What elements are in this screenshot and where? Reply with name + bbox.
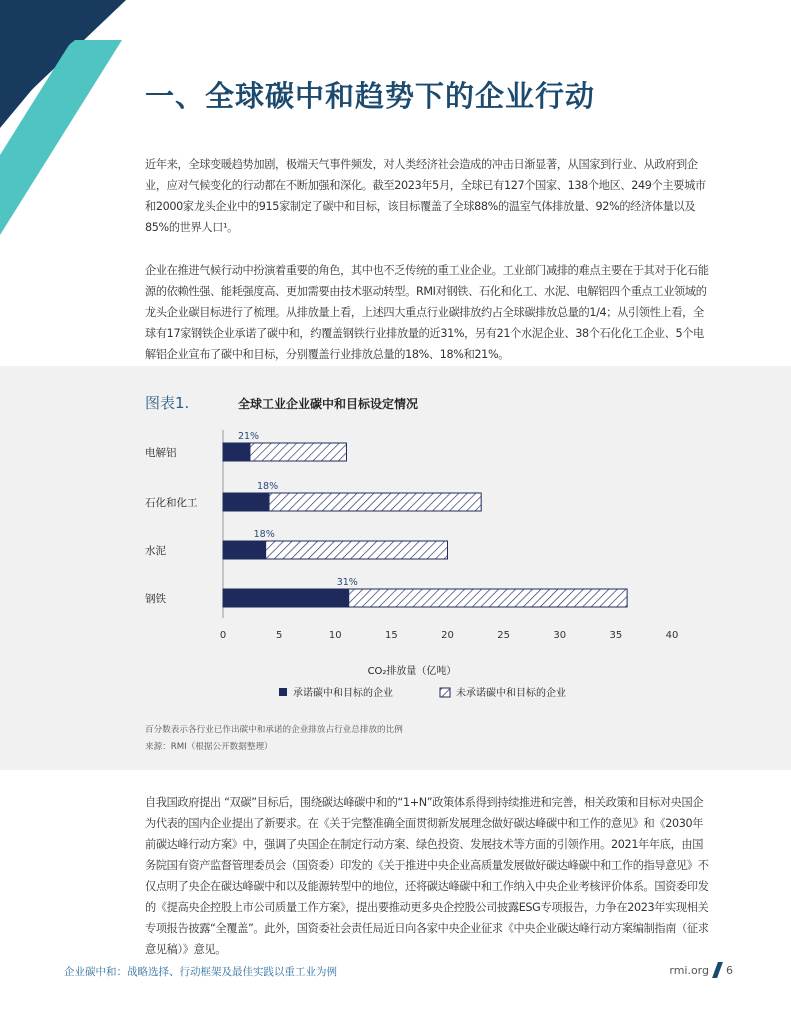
page-number: 6: [726, 963, 733, 977]
data-label: 31%: [336, 577, 358, 588]
data-label: 18%: [257, 481, 279, 492]
teal-band: [0, 0, 140, 240]
industry-paragraph: 企业在推进气候行动中扮演着重要的角色，其中也不乏传统的重工业企业。工业部门减排的难点主要在于其对于化石能源的依赖性强、能耗强度高、更加需要由技术驱动转型。RMI对钢铁、石化和化工、水泥、电解铝四个重点工业领域的龙头企业碳目标进行了梳理。从排放量上看，上述四大重点行业碳排放约占全球碳排放总量的1/4；从引领性上看，全球有17家钢铁企业承诺了碳中和，约覆盖钢铁行业排放量的近31%，另有21个水泥企业、38个石化化工企业、5个电解铝企业宣布了碳中和目标，分别覆盖行业排放总量的18%、18%和21%。: [145, 264, 709, 361]
bar-committed: [223, 589, 349, 607]
footer-right: [669, 962, 733, 978]
bar-uncommitted: [250, 443, 347, 461]
policy-paragraph: 自我国政府提出 “双碳”目标后，围绕碳达峰碳中和的“1+N”政策体系得到持续推进和完善，相关政策和目标对央国企为代表的国内企业提出了新要求。在《关于完整准确全面贯彻新发展理念做好碳达峰碳中和工作的意见》和《2030年前碳达峰行动方案》中，强调了央国企在制定行动方案、绿色投资、发展技术等方面的引领作用。2021年年底，由国务院国有资产监督管理委员会（国资委）印发的《关于推进中央企业高质量发展做好碳达峰碳中和工作的指导意见》不仅点明了央企在碳达峰碳中和以及能源转型中的地位，还将碳达峰碳中和工作纳入中央企业考核评价体系。国资委印发的《提高央企控股上市公司质量工作方案》，提出要推动更多央企控股公司披露ESG专项报告，力争在2023年实现相关专项报告披露“全覆盖”。此外，国资委社会责任局近日向各家中央企业征求《中央企业碳达峰行动方案编制指南（征求意见稿）》意见。: [145, 796, 709, 956]
legend-label-committed: 承诺碳中和目标的企业: [293, 688, 393, 699]
figure-label: 图表1.: [145, 394, 190, 412]
category-label: 电解铝: [145, 447, 177, 459]
bar-uncommitted: [349, 589, 627, 607]
x-tick-label: 35: [609, 630, 623, 641]
bar-uncommitted: [269, 493, 481, 511]
footer-report-title: 企业碳中和：战略选择、行动框架及最佳实践以重工业为例: [64, 966, 337, 978]
category-label: 水泥: [145, 545, 166, 557]
page-heading: 一、全球碳中和趋势下的企业行动: [145, 79, 596, 113]
figure-source: 来源：RMI（根据公开数据整理）: [145, 742, 273, 752]
footer-site-link[interactable]: rmi.org: [669, 963, 709, 977]
legend-swatch-committed: [279, 688, 287, 696]
x-tick-label: 0: [219, 630, 227, 641]
slash-icon: [712, 962, 723, 978]
bar-uncommitted: [266, 541, 448, 559]
x-tick-label: 25: [497, 630, 510, 641]
x-tick-label: 20: [441, 630, 454, 641]
bar-chart: [0, 366, 791, 770]
bar-committed: [223, 443, 250, 461]
legend-label-uncommitted: 未承诺碳中和目标的企业: [456, 688, 566, 699]
intro-paragraph: 近年来，全球变暖趋势加剧，极端天气事件频发，对人类经济社会造成的冲击日渐显著，从国家到行业、从政府到企业，应对气候变化的行动都在不断加强和深化。截至2023年5月，全球已有127个国家、138个地区、249个主要城市和2000家龙头企业中的915家制定了碳中和目标，该目标覆盖了全球88%的温室气体排放量、92%的经济体量以及85%的世界人口¹。: [145, 158, 706, 234]
figure-note: 百分数表示各行业已作出碳中和承诺的企业排放占行业总排放的比例: [145, 725, 403, 735]
x-tick-label: 10: [328, 630, 342, 641]
x-tick-label: 5: [275, 630, 283, 641]
data-label: 21%: [237, 431, 260, 442]
category-label: 石化和化工: [145, 497, 198, 509]
x-axis-label: CO₂排放量（亿吨）: [367, 666, 457, 677]
x-tick-label: 30: [553, 630, 567, 641]
category-label: 钢铁: [145, 593, 166, 605]
legend-swatch-uncommitted: [440, 688, 450, 697]
bar-committed: [223, 541, 266, 559]
data-label: 18%: [253, 529, 275, 540]
x-tick-label: 40: [665, 630, 679, 641]
bar-committed: [223, 493, 269, 511]
chart-title: 全球工业企业碳中和目标设定情况: [238, 397, 419, 411]
x-tick-label: 15: [385, 630, 398, 641]
